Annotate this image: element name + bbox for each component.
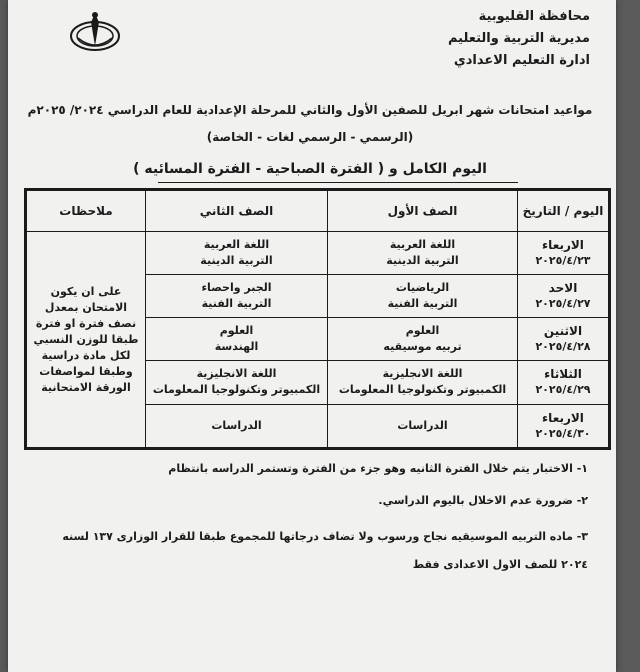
subject: الدراسات: [397, 418, 448, 432]
grade1-subjects: [328, 275, 518, 318]
grade1-subjects: [328, 232, 518, 275]
exam-schedule-table: [24, 188, 611, 450]
day-name: الاربعاء: [542, 410, 584, 425]
school-types-subtitle: (الرسمي - الرسمي لغات - الخاصة): [206, 130, 414, 144]
subject: الكمبيوتر وتكنولوجيا المعلومات: [338, 383, 507, 397]
exam-date: ٢٠٢٥/٤/٢٧: [535, 297, 591, 311]
date-cell: [518, 361, 610, 404]
table-row: [26, 232, 610, 275]
subtitle-underline: [158, 182, 518, 183]
subject: الدراسات: [211, 418, 262, 432]
day-name: الاحد: [548, 281, 578, 296]
date-cell: [518, 275, 610, 318]
subject: التربية الفنية: [201, 297, 272, 311]
grade1-subjects: [328, 404, 518, 449]
grade2-subjects: [146, 361, 328, 404]
school-day-subtitle: اليوم الكامل و ( الفترة الصباحية - الفترة المسائيه ): [133, 161, 487, 177]
exam-date: ٢٠٢٥/٤/٢٨: [535, 340, 591, 354]
footnote-3: ٣- ماده التربيه الموسيقيه نجاح ورسوب ولا تضاف درجاتها للمجموع طبقا للقرار الوزارى ١٣٧ لسنه: [62, 530, 588, 543]
subject: العلوم: [405, 324, 440, 338]
subject: اللغة العربية: [389, 238, 456, 252]
grade1-column-header: الصف الأول: [328, 190, 518, 232]
subject: اللغة العربية: [203, 238, 270, 252]
date-cell: [518, 232, 610, 275]
grade1-subjects: [328, 361, 518, 404]
day-name: الثلاثاء: [544, 367, 582, 382]
subject: الجبر واحصاء: [201, 281, 272, 295]
governorate-emblem-icon: [68, 8, 122, 58]
directorate-name: مديرية التربية والتعليم: [447, 31, 590, 46]
grade1-subjects: [328, 318, 518, 361]
notes-column-header: ملاحظات: [26, 190, 146, 232]
footnote-2: ٢- ضرورة عدم الاخلال باليوم الدراسي.: [378, 494, 588, 507]
date-cell: [518, 318, 610, 361]
grade2-subjects: [146, 318, 328, 361]
grade2-subjects: [146, 232, 328, 275]
footnote-1: ١- الاختبار يتم خلال الفترة الثانيه وهو جزء من الفترة وتستمر الدراسه بانتظام: [168, 462, 588, 475]
subject: التربية الدينية: [200, 254, 273, 268]
grade2-column-header: الصف الثاني: [146, 190, 328, 232]
exam-date: ٢٠٢٥/٤/٢٩: [535, 383, 591, 397]
subject: تربيه موسيقيه: [383, 340, 462, 354]
subject: الكمبيوتر وتكنولوجيا المعلومات: [152, 383, 321, 397]
grade2-subjects: [146, 275, 328, 318]
date-column-header: اليوم / التاريخ: [518, 190, 610, 232]
subject: الرياضيات: [395, 281, 450, 295]
administration-name: ادارة التعليم الاعدادي: [453, 53, 590, 68]
exam-schedule-title: مواعيد امتحانات شهر ابريل للصفين الأول والثاني للمرحلة الإعدادية للعام الدراسي ٢٠٢٤/ ٢٠٢٥م: [27, 103, 593, 117]
subject: اللغة الانجليزية: [196, 367, 277, 381]
notes-cell: على ان يكون الامتحان بمعدل نصف فترة او فترة طبقا للوزن النسبي لكل مادة دراسية وطبقا لمواصفات الورقة الامتحانية: [26, 232, 146, 449]
issuing-authority: [448, 6, 590, 72]
footnote-3-continued: ٢٠٢٤ للصف الاول الاعدادى فقط: [412, 558, 588, 571]
table-header-row: [26, 190, 610, 232]
date-cell: [518, 404, 610, 449]
subject: الهندسة: [214, 340, 259, 354]
subject: العلوم: [219, 324, 254, 338]
subject: اللغة الانجليزية: [382, 367, 463, 381]
day-name: الاثنين: [543, 324, 583, 339]
document-sheet: [8, 0, 616, 672]
governorate-name: محافظة القليوبية: [478, 9, 590, 24]
subject: التربية الفنية: [387, 297, 458, 311]
subject: التربية الدينية: [386, 254, 459, 268]
exam-date: ٢٠٢٥/٤/٢٣: [535, 254, 591, 268]
grade2-subjects: [146, 404, 328, 449]
exam-date: ٢٠٢٥/٤/٣٠: [535, 426, 591, 440]
day-name: الاربعاء: [542, 238, 584, 253]
